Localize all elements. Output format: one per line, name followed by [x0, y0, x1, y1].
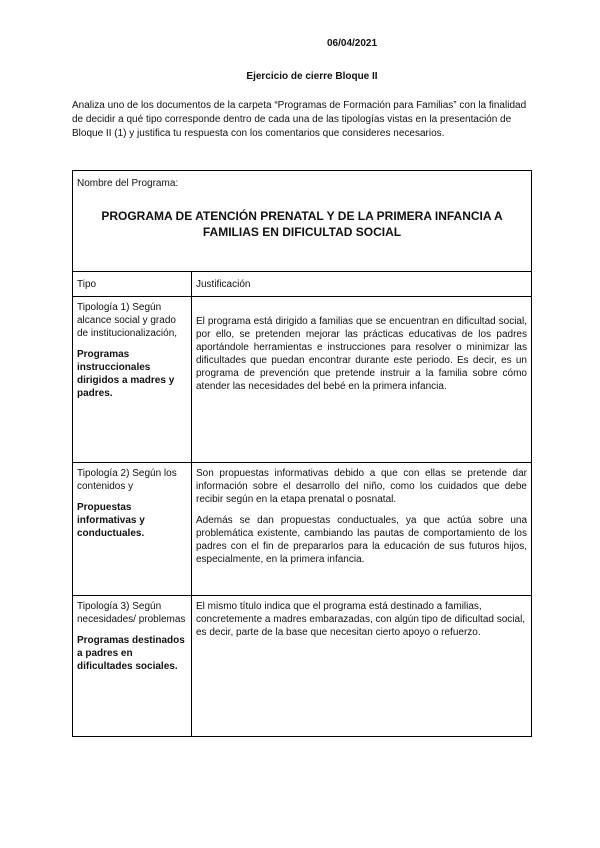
program-name-label: Nombre del Programa: — [77, 178, 179, 189]
justification-text: El programa está dirigido a familias que se encuentran en dificultad social, por ello, se pretenden mejorar las prácticas educativas de los padres aportándole herramientas e instrucciones para resolver o minimizar las dificultades que puedan encontrar durante este periodo. Es decir, es un programa de prevención que pretende instruir a la familia sobre cómo atender las necesidades del bebé en la primera infancia. — [196, 316, 527, 392]
typology-label: Tipología 3) Según necesidades/ problemas — [77, 601, 186, 625]
typology-answer: Programas destinados a padres en dificultades sociales. — [77, 635, 185, 672]
document-date: 06/04/2021 — [327, 38, 378, 49]
table-header-row — [73, 272, 532, 297]
table-row — [73, 463, 532, 596]
document-title: Ejercicio de cierre Bloque II — [246, 71, 378, 82]
justification-cell — [192, 297, 532, 463]
tipo-cell — [73, 463, 192, 596]
tipo-cell — [73, 297, 192, 463]
program-title: PROGRAMA DE ATENCIÓN PRENATAL Y DE LA PRIMERA INFANCIA A FAMILIAS EN DIFICULTAD SOCIAL — [101, 209, 503, 239]
justification-text-2: Además se dan propuestas conductuales, ya que actúa sobre una problemática existente, cambiando las pautas de comportamiento de los padres con el fin de prepararlos para la educación de sus futuros hijos, especialmente, en la primera infancia. — [196, 515, 527, 565]
tipo-cell — [73, 596, 192, 737]
instructions-paragraph: Analiza uno de los documentos de la carpeta “Programas de Formación para Familias” con la finalidad de decidir a qué tipo corresponde dentro de cada una de las tipologías vistas en la presentación de Bloque II (1) y justifica tu respuesta con los comentarios que consideres necesarios. — [72, 100, 527, 139]
column-header-tipo: Tipo — [73, 272, 192, 297]
justification-cell — [192, 596, 532, 737]
program-name-row — [73, 171, 532, 272]
program-analysis-table — [72, 170, 532, 737]
typology-answer: Programas instruccionales dirigidos a madres y padres. — [77, 349, 175, 399]
table-row — [73, 596, 532, 737]
typology-label: Tipología 1) Según alcance social y grado de institucionalización, — [77, 302, 178, 339]
justification-text: Son propuestas informativas debido a que con ellas se pretende dar información sobre el desarrollo del niño, como los cuidados que debe recibir según en la etapa prenatal o posnatal. — [196, 468, 527, 505]
typology-label: Tipología 2) Según los contenidos y — [77, 468, 177, 492]
table-row — [73, 297, 532, 463]
column-header-justificacion: Justificación — [192, 272, 532, 297]
justification-text: El mismo título indica que el programa está destinado a familias, concretemente a madres embarazadas, con algún tipo de dificultad social, es decir, parte de la base que necesitan cierto apoyo o refuerzo. — [196, 601, 526, 638]
program-name-cell — [73, 171, 532, 272]
justification-cell — [192, 463, 532, 596]
typology-answer: Propuestas informativas y conductuales. — [77, 502, 145, 539]
